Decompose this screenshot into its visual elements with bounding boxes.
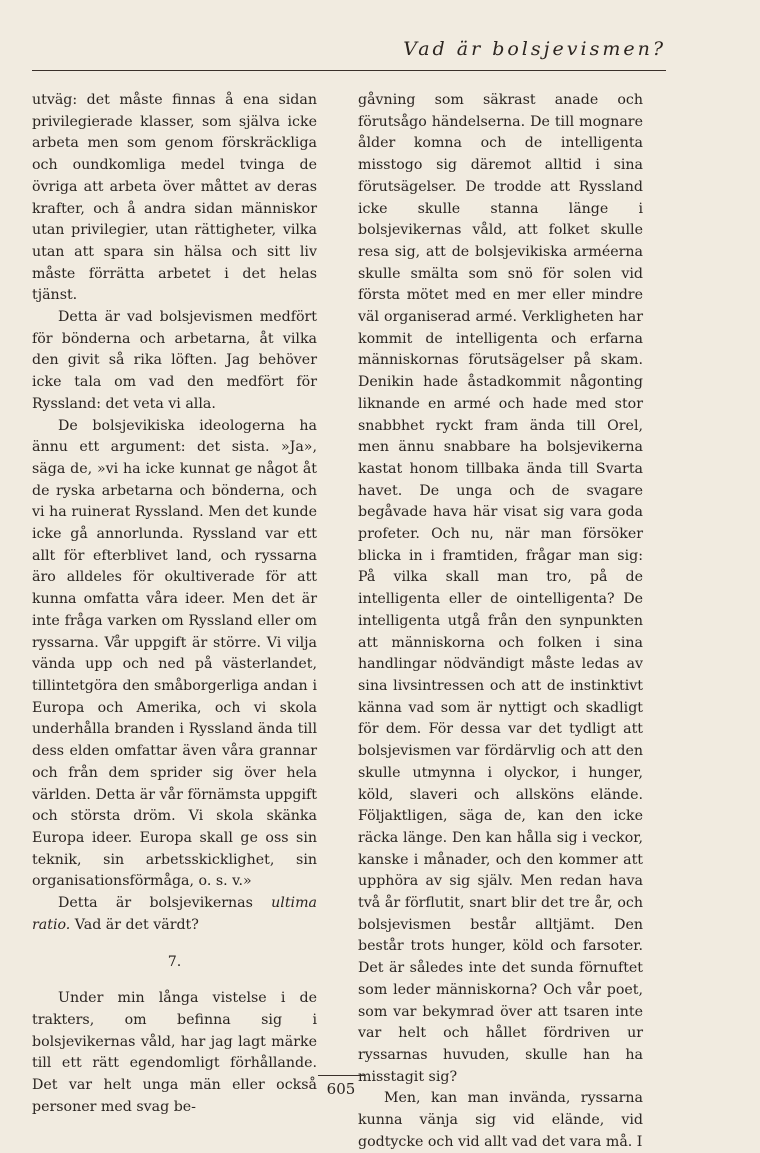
- paragraph: gåvning som säkrast anade och förutsågo händelserna. De till mognare ålder komna och de intelligenta misstogo sig däremot alltid i sina förutsägelser. De trodde att Ryssland icke skulle stanna länge i bolsjevikernas våld, att folket skulle resa sig, att de bolsjevikiska arméerna skulle smälta som snö för solen vid första mötet med en mer eller mindre väl organiserad armé. Verkligheten har kommit de intelligenta och erfarna människornas förutsägelser på skam. Denikin hade åstadkommit någonting liknande en armé och hade med stor snabbhet ryckt fram ända till Orel, men ännu snabbare ha bolsjevikerna kastat honom tillbaka ända till Svarta havet. De unga och de svagare begåvade hava här visat sig vara goda profeter. Och nu, när man försöker blicka in i framtiden, frågar man sig: På vilka skall man tro, på de intelligenta eller de ointelligenta? De intelligenta utgå från den synpunkten att människorna och folken i sina handlingar nödvändigt måste ledas av sina livsintressen och att de instinktivt känna vad som är nyttigt och skadligt för dem. För dessa var det tydligt att bolsjevismen var fördärvlig och att den skulle utmynna i olyckor, i hunger, köld, slaveri och allsköns elände. Följaktligen, säga de, kan den icke räcka länge. Den kan hålla sig i veckor, kanske i månader, och den kommer att upphöra av sig själv. Men redan hava två år förflutit, snart blir det tre år, och bolsjevismen består alltjämt. Den består trots hunger, köld och farsoter. Det är således inte det sunda förnuftet som leder människorna? Och vår poet, som var bekymrad över att tsaren inte var helt och hållet fördriven ur ryssarnas huvuden, skulle han ha misstagit sig?: [358, 92, 643, 1085]
- paragraph: utväg: det måste finnas å ena sidan privilegierade klasser, som själva icke arbeta men som genom förskräckliga och oundkomliga medel tvinga de övriga att arbeta över måttet av deras krafter, och å andra sidan människor utan privilegier, utan rättigheter, vilka utan att spara sin hälsa och sitt liv måste förrätta arbetet i det helas tjänst.: [32, 92, 317, 304]
- paragraph: Under min långa vistelse i de trakters, om befinna sig i bolsjevikernas våld, har jag lagt märke till ett rätt egendomligt förhållande. Det var helt unga män eller också personer med svag be-: [32, 990, 317, 1115]
- paragraph: [32, 893, 317, 936]
- paragraph: Detta är vad bolsjevismen medfört för bönderna och arbetarna, åt vilka den givit så rika löften. Jag behöver icke tala om vad den medfört för Ryssland: det veta vi alla.: [32, 309, 317, 412]
- text-run: Detta är bolsjevikernas: [58, 895, 272, 912]
- footer-rule: [318, 1075, 364, 1076]
- paragraph: Men, kan man invända, ryssarna kunna vänja sig vid elände, vid godtycke och vid allt vad det vara må. I: [358, 1090, 643, 1150]
- section-number: 7.: [167, 954, 182, 971]
- text-run: Vad är det värdt?: [70, 916, 199, 933]
- left-column: [32, 90, 317, 1118]
- header-rule: [32, 70, 666, 71]
- italic-phrase: ultima ratio.: [32, 895, 317, 933]
- page-number: 605: [326, 1080, 356, 1098]
- running-title: Vad är bolsjevismen?: [403, 38, 666, 60]
- paragraph: De bolsjevikiska ideologerna ha ännu ett argument: det sista. »Ja», säga de, »vi ha icke kunnat ge något åt de ryska arbetarna och bönderna, och vi ha ruinerat Ryssland. Men det kunde icke gå annorlunda. Ryssland var ett allt för efterblivet land, och ryssarna äro alldeles för okultiverade för att kunna omfatta våra ideer. Men det är inte fråga varken om Ryssland eller om ryssarna. Vår uppgift är större. Vi vilja vända upp och ned på västerlandet, tillintetgöra den småborgerliga andan i Europa och Amerika, och vi skola underhålla branden i Ryssland ända till dess elden omfattar även våra grannar och från dem sprider sig över hela världen. Detta är vår förnämsta uppgift och största dröm. Vi skola skänka Europa ideer. Europa skall ge oss sin teknik, sin arbetsskicklighet, sin organisationsförmåga, o. s. v.»: [32, 417, 317, 890]
- right-column: [358, 90, 643, 1153]
